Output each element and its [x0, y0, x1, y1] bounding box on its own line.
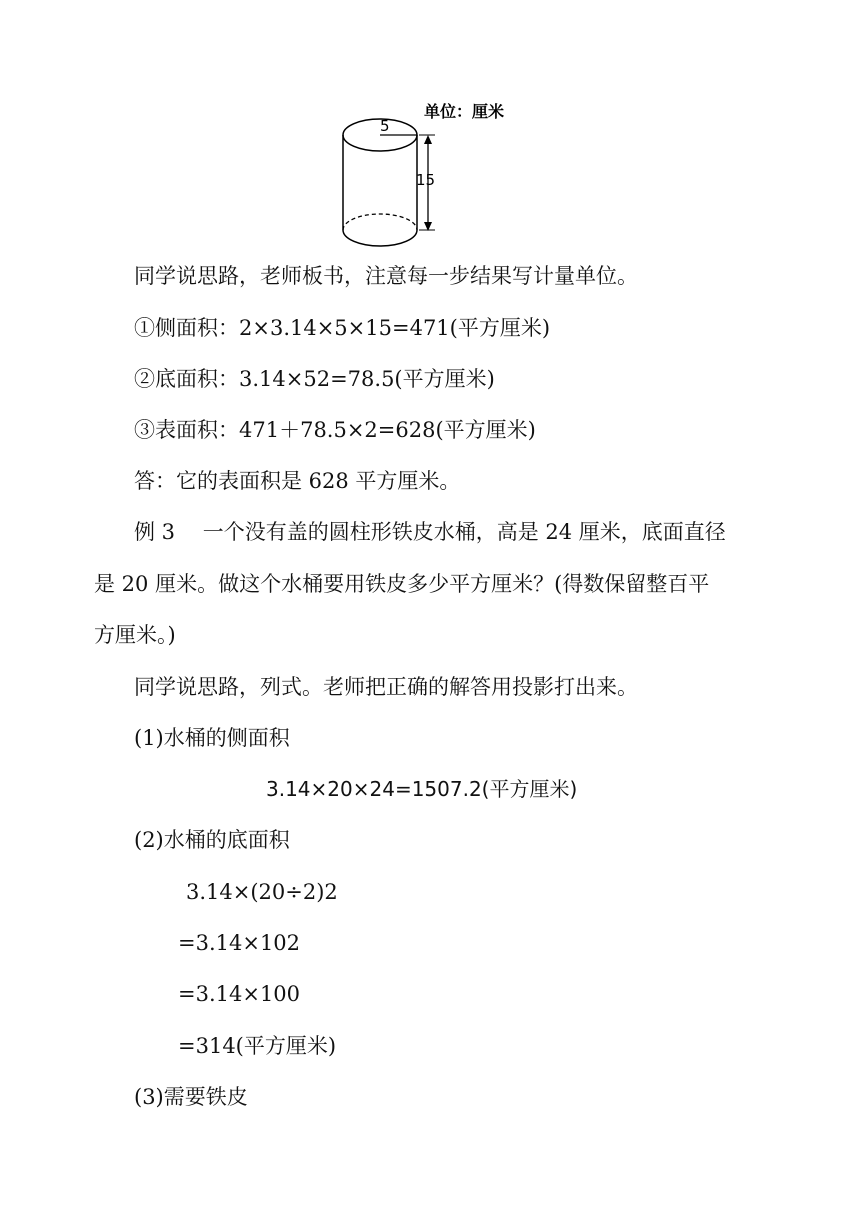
cylinder-figure: [330, 96, 530, 252]
answer-line: 答：它的表面积是 628 平方厘米。: [134, 469, 461, 493]
example-3-line-2: 是 20 厘米。做这个水桶要用铁皮多少平方厘米？(得数保留整百平: [94, 572, 710, 596]
step-3-heading: (3)需要铁皮: [134, 1085, 248, 1109]
step-1-heading: (1)水桶的侧面积: [134, 726, 290, 750]
instruction-line-2: 同学说思路，列式。老师把正确的解答用投影打出来。: [134, 675, 638, 699]
height-arrow-top: [424, 135, 432, 144]
step-2-formula-line-1: 3.14×(20÷2)2: [186, 880, 338, 904]
base-area-step: ②底面积：3.14×52=78.5(平方厘米): [134, 367, 495, 391]
step-2-heading: (2)水桶的底面积: [134, 828, 290, 852]
cylinder-diagram: [330, 96, 530, 252]
cylinder-bottom-front: [343, 230, 417, 246]
radius-label: 5: [380, 117, 390, 135]
unit-label: 单位：厘米: [424, 102, 505, 121]
example-3-line-1: 例 3 一个没有盖的圆柱形铁皮水桶，高是 24 厘米，底面直径: [134, 520, 726, 544]
step-2-result: =314(平方厘米): [178, 1034, 337, 1058]
step-1-formula: 3.14×20×24=1507.2(平方厘米): [266, 777, 578, 801]
instruction-line: 同学说思路，老师板书，注意每一步结果写计量单位。: [134, 264, 638, 288]
example-3-line-3: 方厘米。): [94, 623, 176, 647]
step-2-formula-line-2: =3.14×102: [178, 931, 301, 955]
cylinder-bottom-back: [343, 214, 417, 230]
lateral-area-step: ①侧面积：2×3.14×5×15=471(平方厘米): [134, 316, 551, 340]
step-2-formula-line-3: =3.14×100: [178, 982, 301, 1006]
surface-area-step: ③表面积：471＋78.5×2=628(平方厘米): [134, 418, 536, 442]
height-label: 15: [416, 171, 436, 189]
